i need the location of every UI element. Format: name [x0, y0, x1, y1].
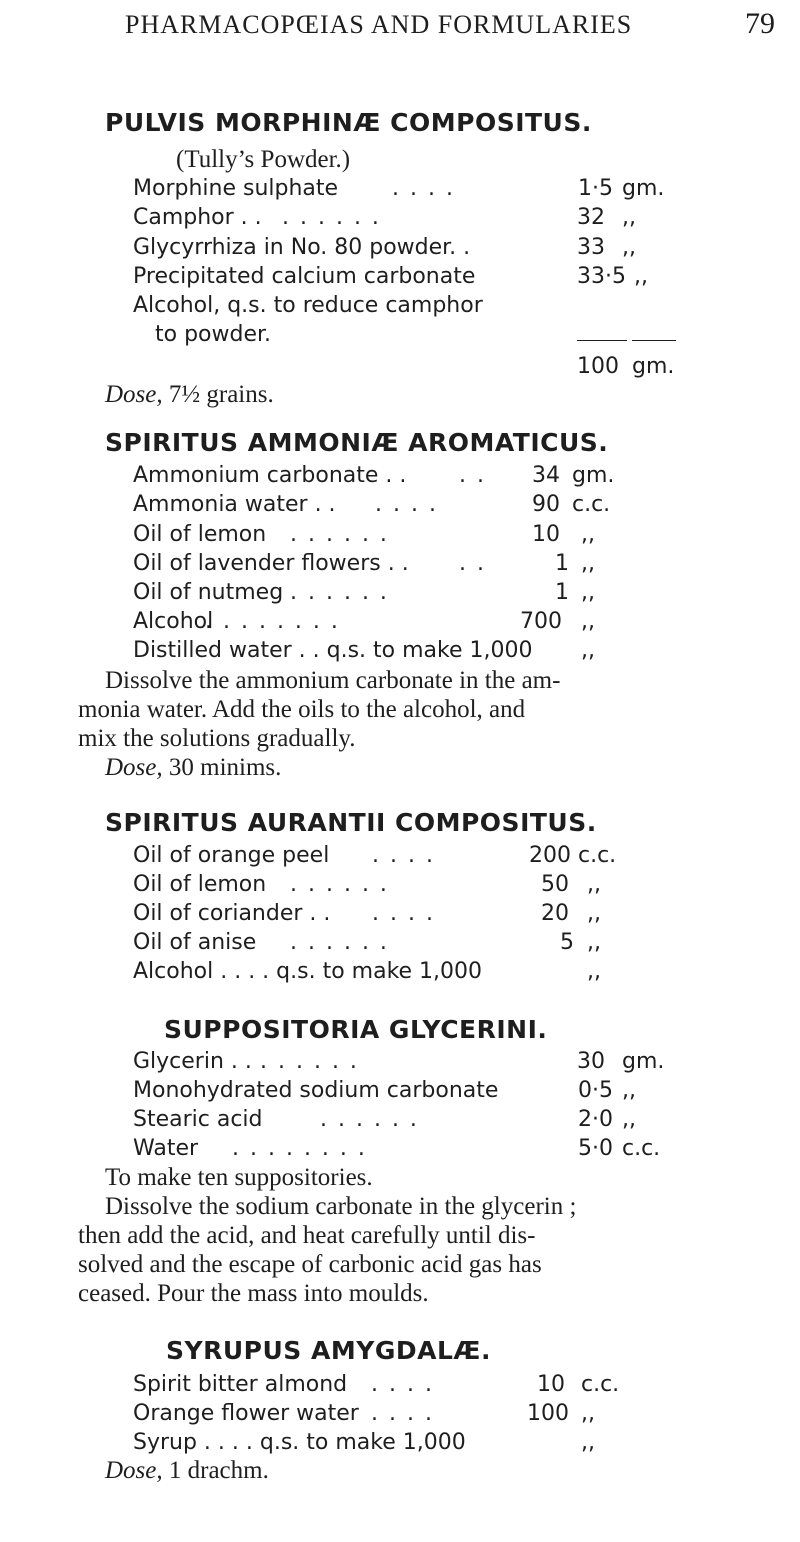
dose-line [105, 1457, 269, 1484]
leader-dots: . . . . . . [260, 1049, 359, 1074]
ingredient-quantity: 2·0 [578, 1107, 613, 1132]
ingredient-quantity: 30 [577, 1049, 605, 1074]
ingredient-quantity: 1 [555, 580, 569, 605]
ingredient-unit: ,, [581, 638, 595, 663]
ingredient-name: Syrup . . . . q.s. to make 1,000 [133, 1430, 466, 1455]
ingredient-quantity: 10 [537, 1372, 565, 1397]
ingredient-unit: c.c. [622, 1136, 661, 1161]
ingredient-name: Alcohol . . . . q.s. to make 1,000 [133, 959, 483, 984]
leader-dots: . . . . [372, 843, 435, 868]
paragraph-line: Dissolve the ammonium carbonate in the am- [105, 667, 561, 694]
ingredient-quantity: 20 [541, 901, 569, 926]
leader-dots: . . [459, 463, 486, 488]
dose-value: 30 minims. [168, 754, 282, 781]
paragraph-line: ceased. Pour the mass into moulds. [78, 1280, 429, 1307]
ingredient-unit: ,, [622, 235, 636, 260]
ingredient-unit: c.c. [578, 843, 617, 868]
ingredient-quantity: 700 [520, 609, 562, 634]
total-quantity: 100 [577, 354, 619, 379]
ingredient-quantity: 33 [577, 235, 605, 260]
ingredient-unit: c.c. [572, 492, 611, 517]
running-head-title: PHARMACOPŒIAS AND FORMULARIES [125, 10, 633, 39]
ingredient-unit: ,, [581, 522, 595, 547]
ingredient-name: Distilled water . . q.s. to make 1,000 [133, 638, 533, 663]
ingredient-name: Oil of lavender flowers . . [133, 551, 409, 576]
ingredient-name: Glycyrrhiza in No. 80 powder. . [133, 235, 471, 260]
ingredient-unit: ,, [587, 930, 601, 955]
ingredient-quantity: 1 [555, 551, 569, 576]
ingredient-quantity: 50 [541, 872, 569, 897]
ingredient-unit: ,, [587, 959, 601, 984]
section-title: SPIRITUS AURANTII COMPOSITUS. [105, 808, 597, 837]
ingredient-name: Oil of lemon [133, 522, 267, 547]
ingredient-unit: ,, [581, 1430, 595, 1455]
paragraph-line: then add the acid, and heat carefully until dis- [78, 1222, 536, 1249]
dose-value: 1 drachm. [168, 1457, 269, 1484]
leader-dots: . . . . . . [320, 1107, 419, 1132]
ingredient-quantity: 34 [532, 463, 560, 488]
running-head [125, 7, 775, 46]
ingredient-name: Oil of lemon [133, 872, 267, 897]
ingredient-name: Alcohol [133, 609, 214, 634]
leader-dots: . . . . . . [282, 205, 381, 230]
dose-label: Dose, [105, 1457, 163, 1484]
ingredient-name: Monohydrated sodium carbonate [133, 1078, 499, 1103]
ingredient-unit: ,, [622, 1078, 636, 1103]
ingredient-name: Oil of nutmeg [133, 580, 284, 605]
ingredient-name: Camphor . . [133, 205, 262, 230]
total-rule-right [632, 340, 676, 341]
ingredient-name: Precipitated calcium carbonate [133, 264, 476, 289]
leader-dots: . . . . . . [290, 930, 389, 955]
ingredient-name: Spirit bitter almond [133, 1372, 348, 1397]
ingredient-quantity: 1·5 [578, 176, 613, 201]
ingredient-unit: ,, [622, 205, 636, 230]
section-title: SPIRITUS AMMONIÆ AROMATICUS. [105, 428, 609, 457]
ingredient-quantity: 200 [529, 843, 571, 868]
leader-dots: . . . . [371, 1401, 434, 1426]
section-subtitle: (Tully’s Powder.) [176, 146, 351, 173]
ingredient-name: Orange flower water [133, 1401, 359, 1426]
leader-dots: . . . . [375, 492, 438, 517]
ingredient-name: Glycerin . . [133, 1049, 252, 1074]
ingredient-quantity: 33·5 [577, 264, 626, 289]
note-line: to powder. [155, 322, 272, 347]
section-title: SYRUPUS AMYGDALÆ. [166, 1336, 491, 1365]
section-title: SUPPOSITORIA GLYCERINI. [164, 1015, 548, 1044]
ingredient-name: Oil of orange peel [133, 843, 330, 868]
leader-dots: . . . . [392, 176, 455, 201]
dose-label: Dose, [105, 754, 163, 781]
leader-dots: . . . . [372, 901, 435, 926]
ingredient-quantity: 100 [527, 1401, 569, 1426]
ingredient-unit: ,, [581, 1401, 595, 1426]
paragraph-line: To make ten suppositories. [105, 1164, 373, 1191]
ingredient-unit: ,, [587, 901, 601, 926]
ingredient-unit: ,, [622, 1107, 636, 1132]
dose-value: 7½ grains. [168, 381, 274, 408]
ingredient-unit: ,, [587, 872, 601, 897]
section-title: PULVIS MORPHINÆ COMPOSITUS. [105, 108, 592, 137]
total-unit: gm. [632, 354, 675, 379]
ingredient-quantity: 90 [532, 492, 560, 517]
ingredient-quantity: 5 [560, 930, 574, 955]
total-rule-left [577, 340, 627, 341]
ingredient-name: Stearic acid [133, 1107, 263, 1132]
ingredient-unit: ,, [634, 264, 648, 289]
paragraph-line: Dissolve the sodium carbonate in the glycerin ; [105, 1193, 577, 1220]
ingredient-quantity: 5·0 [578, 1136, 613, 1161]
ingredient-name: Morphine sulphate [133, 176, 339, 201]
note-line: Alcohol, q.s. to reduce camphor [133, 293, 483, 318]
dose-label: Dose, [105, 381, 163, 408]
ingredient-name: Ammonia water . . [133, 492, 336, 517]
leader-dots: . . . . . . . . [232, 1136, 367, 1161]
paragraph-line: monia water. Add the oils to the alcohol, and [78, 696, 526, 723]
leader-dots: . . . . . . [290, 580, 389, 605]
ingredient-unit: gm. [622, 176, 665, 201]
ingredient-name: Ammonium carbonate . . [133, 463, 407, 488]
ingredient-quantity: 32 [577, 205, 605, 230]
ingredient-unit: ,, [581, 609, 595, 634]
ingredient-unit: gm. [622, 1049, 665, 1074]
leader-dots: . . [459, 551, 486, 576]
paragraph-line: solved and the escape of carbonic acid gas has [78, 1251, 542, 1278]
ingredient-unit: ,, [581, 580, 595, 605]
ingredient-name: Oil of anise [133, 930, 257, 955]
page-number: 79 [745, 7, 775, 40]
ingredient-unit: c.c. [581, 1372, 620, 1397]
ingredient-quantity: 10 [532, 522, 560, 547]
ingredient-name: Water [133, 1136, 199, 1161]
leader-dots: . . . . . . [290, 522, 389, 547]
leader-dots: . . . . . . [290, 872, 389, 897]
dose-line [105, 754, 281, 781]
ingredient-unit: gm. [572, 463, 615, 488]
leader-dots: . . . . . . . . [205, 609, 340, 634]
ingredient-name: Oil of coriander . . [133, 901, 331, 926]
ingredient-unit: ,, [581, 551, 595, 576]
ingredient-quantity: 0·5 [578, 1078, 613, 1103]
paragraph-line: mix the solutions gradually. [78, 725, 356, 752]
leader-dots: . . . . [371, 1372, 434, 1397]
dose-line [105, 381, 274, 408]
